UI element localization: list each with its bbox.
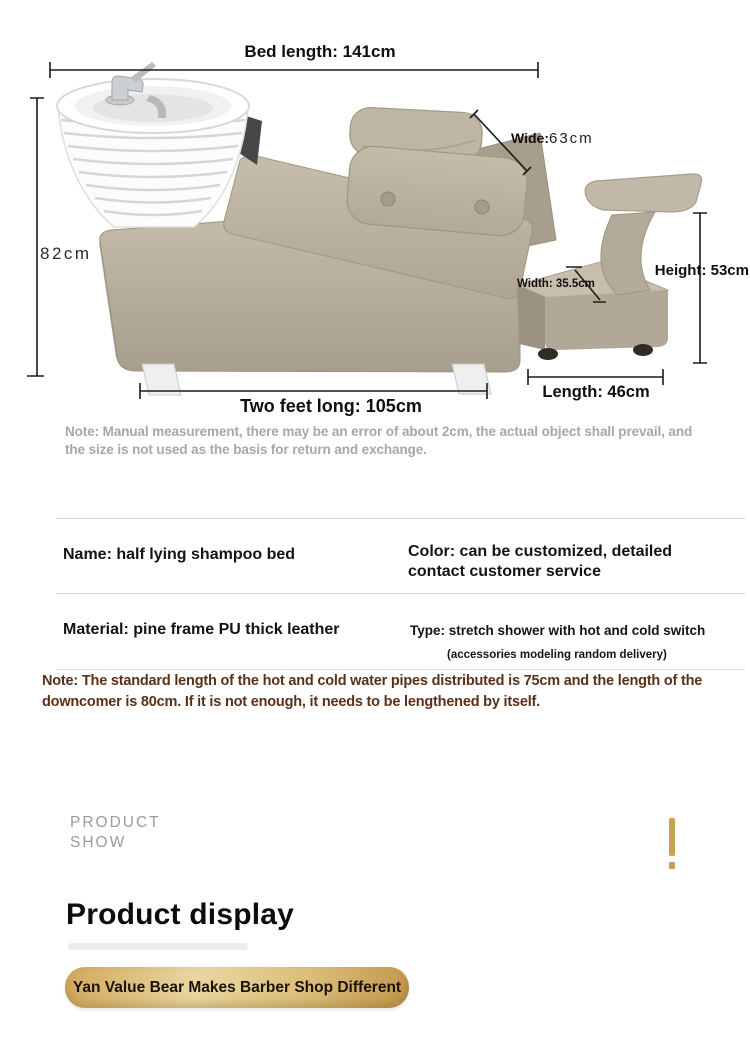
measurement-note: Note: Manual measurement, there may be an error of about 2cm, the actual object shall prevail, and the size is not used as the basis for return and exchange. <box>65 424 693 457</box>
section-title: Product display <box>66 898 295 931</box>
spec-material: Material: pine frame PU thick leather <box>63 621 340 638</box>
gold-accent-bar <box>669 818 675 856</box>
chair-foot-right <box>452 364 491 394</box>
spec-color: Color: can be customized, detailed contact customer service <box>408 543 673 580</box>
pipe-length-note: Note: The standard length of the hot and cold water pipes distributed is 75cm and the length of the downcomer is 80cm. If it is not enough, it needs to be lengthened by itself. <box>42 673 703 710</box>
gold-accent-dot <box>669 862 675 869</box>
seat-width-label <box>511 130 594 147</box>
eyebrow-line2: SHOW <box>70 834 127 851</box>
bed-length-label: Bed length: 141cm <box>244 42 396 61</box>
dimension-diagram <box>0 0 750 470</box>
feet-length-label: Two feet long: 105cm <box>240 396 422 416</box>
slogan-banner: Yan Value Bear Makes Barber Shop Different <box>65 967 409 1008</box>
stool-length-label: Length: 46cm <box>542 383 650 401</box>
stool-width-label: Width: 35.5cm <box>517 278 595 290</box>
spec-type-note: (accessories modeling random delivery) <box>447 649 667 661</box>
spec-type: Type: stretch shower with hot and cold switch <box>410 623 706 638</box>
footstool <box>517 262 668 360</box>
product-show-eyebrow <box>70 813 161 853</box>
overall-height-label: 82cm <box>40 244 92 263</box>
eyebrow-line1: PRODUCT <box>70 814 161 831</box>
wide-caption: Wide: <box>511 130 549 146</box>
divider <box>56 593 745 594</box>
wide-value: 63cm <box>548 130 594 147</box>
buttoned-pillow <box>345 144 529 237</box>
title-shadow <box>68 943 248 950</box>
spec-name: Name: half lying shampoo bed <box>63 546 296 563</box>
divider <box>56 518 745 519</box>
divider <box>56 669 745 670</box>
stool-height-label: Height: 53cm <box>654 262 749 279</box>
